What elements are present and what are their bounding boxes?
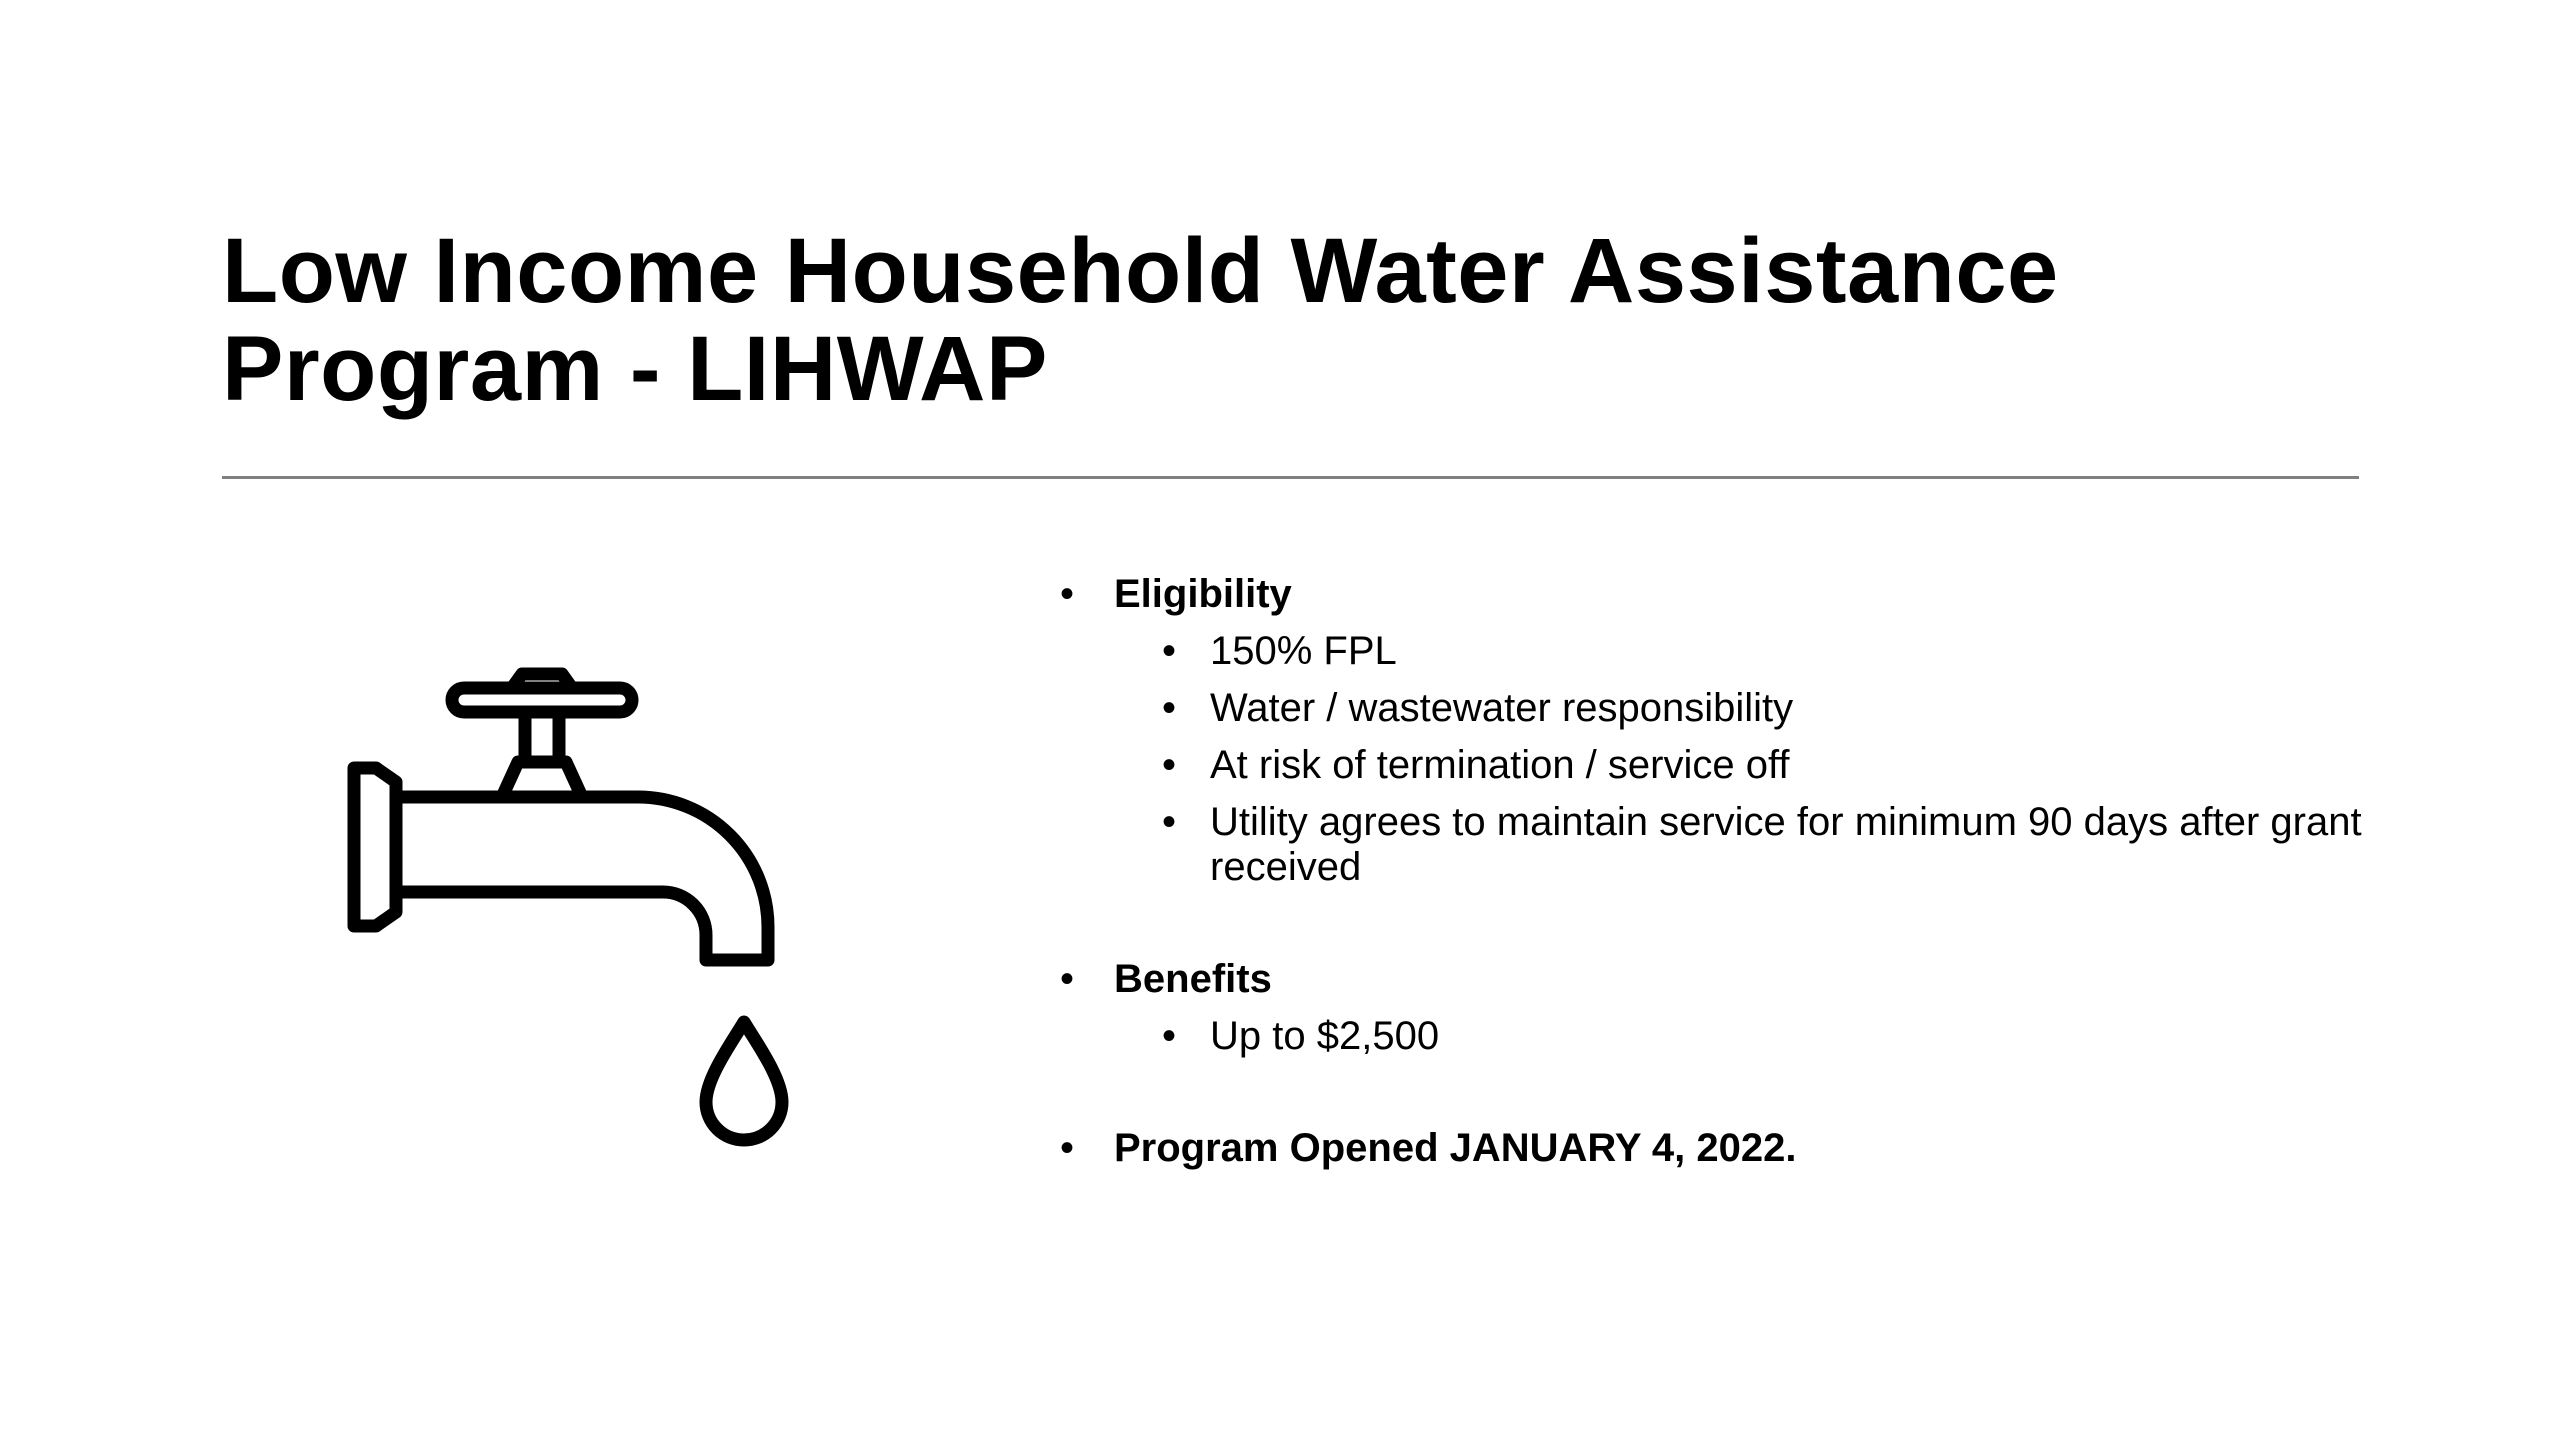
- sub-bullet-item: • Water / wastewater responsibility: [1114, 686, 2380, 731]
- slide-title: [222, 222, 2372, 418]
- sub-bullet-item: • Utility agrees to maintain service for minimum 90 days after grant received: [1114, 800, 2380, 890]
- bullet-program-opened: • Program Opened JANUARY 4, 2022.: [1060, 1126, 2380, 1171]
- bullet-eligibility-heading: Eligibility: [1114, 572, 1292, 616]
- slide-title-line-2: Program - LIHWAP: [222, 318, 1048, 420]
- bullet-content: [1060, 572, 2380, 1171]
- bullet-benefits: [1060, 957, 2380, 1059]
- eligibility-sub-list: [1114, 629, 2380, 890]
- sub-bullet-item: • At risk of termination / service off: [1114, 743, 2380, 788]
- faucet-spout: [396, 797, 768, 960]
- slide-title-line-1: Low Income Household Water Assistance: [222, 220, 2059, 322]
- bullet-eligibility: [1060, 572, 2380, 890]
- main-bullet-list: [1060, 572, 2380, 1171]
- faucet-stem: [525, 712, 559, 762]
- sub-bullet-item: • Up to $2,500: [1114, 1014, 2380, 1059]
- water-faucet-icon: [340, 650, 820, 1170]
- faucet-flange: [354, 768, 396, 926]
- sub-bullet-item: • 150% FPL: [1114, 629, 2380, 674]
- bullet-benefits-heading: Benefits: [1114, 957, 1272, 1001]
- benefits-sub-list: [1114, 1014, 2380, 1059]
- title-divider: [222, 476, 2359, 479]
- water-drop-icon: [706, 1022, 782, 1140]
